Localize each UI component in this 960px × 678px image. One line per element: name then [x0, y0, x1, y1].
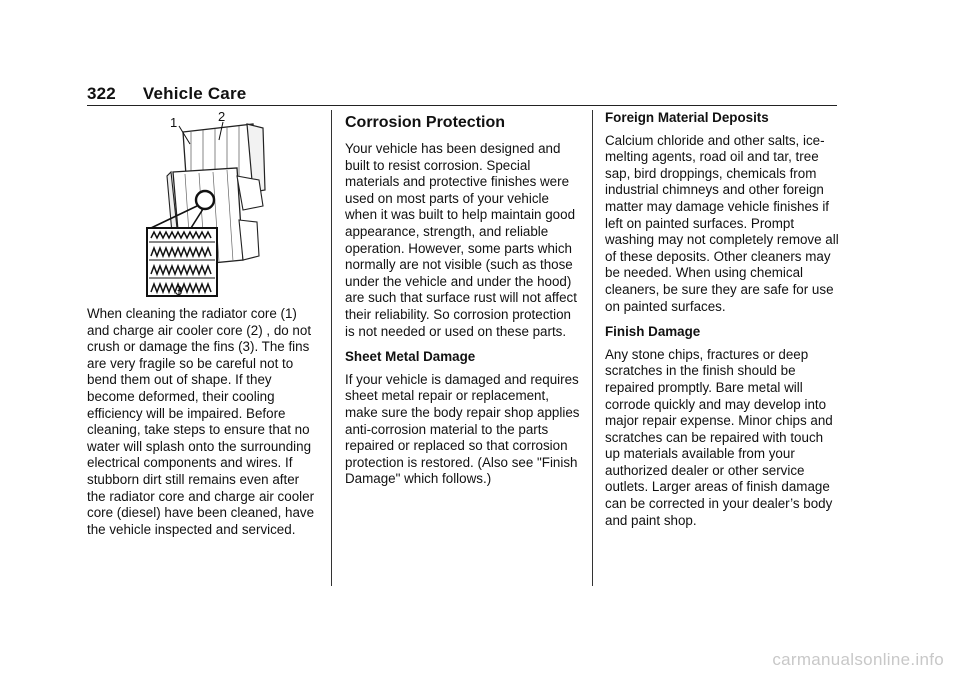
page-number: 322 — [87, 84, 116, 103]
page-header — [87, 84, 246, 104]
column-1 — [87, 110, 319, 547]
figure-label-3: 3 — [175, 283, 183, 298]
site-watermark: carmanualsonline.info — [772, 650, 944, 669]
corrosion-protection-heading: Corrosion Protection — [345, 114, 506, 131]
radiator-drawing — [87, 110, 319, 300]
foreign-material-text: Calcium chloride and other salts, ice-melting agents, road oil and tar, tree sap, bird droppings, chemicals from industrial chimneys and other foreign matter may damage vehicle finishes if left on painted surfaces. Prompt washing may not completely remove all of these deposits. Other cleaners may be needed. When using chemical cleaners, be sure they are safe for use on painted surfaces. — [605, 132, 839, 314]
column-2 — [345, 110, 583, 497]
finish-damage-heading: Finish Damage — [605, 324, 701, 340]
header-rule — [87, 105, 837, 106]
column-3 — [605, 110, 840, 538]
figure-label-1: 1 — [170, 115, 178, 130]
radiator-cleaning-text: When cleaning the radiator core (1) and charge air cooler core (2) , do not crush or damage the fins (3). The fins are very fragile so be careful not to bend them out of shape. If they become deformed, their cooling efficiency will be impaired. Before cleaning, take steps to ensure that no water will splash onto the surrounding electrical components and wires. If stubborn dirt still remains even after the radiator core and charge air cooler core (diesel) have been cleaned, have the vehicle inspected and serviced. — [87, 306, 315, 537]
column-divider-1 — [331, 110, 332, 586]
column-divider-2 — [592, 110, 593, 586]
sheet-metal-damage-text: If your vehicle is damaged and requires sheet metal repair or replacement, make sure the body repair shop applies anti-corrosion material to the parts repaired or replaced so that corrosion protection is restored. (Also see "Finish Damage" which follows.) — [345, 371, 580, 487]
finish-damage-text: Any stone chips, fractures or deep scratches in the finish should be repaired promptly. Bare metal will corrode quickly and may develop into major repair expense. Minor chips and scratches can be repaired with touch up materials available from your authorized dealer or other service outlets. Larger areas of finish damage can be corrected in your dealer’s body and paint shop. — [605, 346, 833, 528]
corrosion-intro-text: Your vehicle has been designed and built to resist corrosion. Special materials and protective finishes were used on most parts of your vehicle when it was built to help maintain good appearance, strength, and reliable operation. However, some parts which normally are not visible (such as those under the vehicle and under the hood) are such that surface rust will not affect their reliability. So corrosion protection is not needed or used on these parts. — [345, 141, 577, 339]
foreign-material-heading: Foreign Material Deposits — [605, 110, 769, 125]
sheet-metal-damage-heading: Sheet Metal Damage — [345, 349, 476, 365]
radiator-illustration — [87, 110, 319, 300]
section-title: Vehicle Care — [142, 84, 247, 103]
figure-label-2: 2 — [218, 109, 226, 124]
